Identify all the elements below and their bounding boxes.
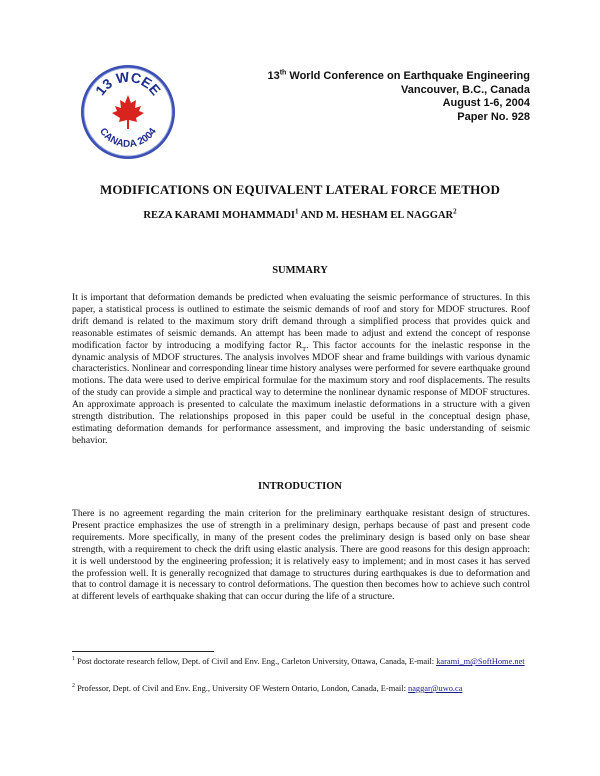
footnote-1-email-link[interactable]: karami_m@SoftHome.net	[436, 657, 525, 666]
introduction-paragraph: There is no agreement regarding the main criterion for the preliminary earthquake resistant design of structures. Present practice emphasizes the use of strength in a preliminary design, perhaps because of past and present code requirements. More specifically, in many of the present codes the preliminary design is based only on base shear strength, with a requirement to check the drift using elastic analysis. There are good reasons for this design approach: it is well understood by the engineering profession; it is relatively easy to implement; and in most cases it has served the profession well. It is generally recognized that damage to structures during earthquakes is due to deformation and that to control damage it is necessary to control deformations. The question then becomes how to achieve such control at different levels of earthquake shaking that can occur during the life of a structure.	[72, 508, 530, 603]
logo-top-text: 13 WCEE	[91, 68, 164, 99]
author-1-footnote-ref: 1	[295, 207, 299, 216]
footnote-2-number: 2	[72, 683, 75, 690]
conference-title: World Conference on Earthquake Engineering	[286, 70, 530, 82]
conference-info	[267, 70, 530, 124]
footnote-2-email-link[interactable]: naggar@uwo.ca	[408, 684, 463, 693]
conference-dates: August 1-6, 2004	[442, 97, 530, 109]
author-1: REZA KARAMI MOHAMMADI	[143, 210, 296, 221]
author-2: M. HESHAM EL NAGGAR	[325, 210, 454, 221]
summary-subscript: T	[302, 345, 307, 353]
footnote-2-text: Professor, Dept. of Civil and Env. Eng., University OF Western Ontario, London, Canada, E-mail:	[75, 684, 409, 693]
conference-ordinal-suffix: th	[279, 69, 287, 77]
footnote-2	[72, 683, 530, 694]
paper-authors	[0, 207, 600, 221]
conference-location: Vancouver, B.C., Canada	[401, 83, 530, 96]
conference-ordinal: 13	[267, 70, 280, 82]
footnote-1	[72, 656, 530, 667]
author-2-footnote-ref: 2	[453, 207, 457, 216]
introduction-heading: INTRODUCTION	[257, 481, 342, 492]
footnote-1-number: 1	[72, 656, 75, 663]
summary-heading: SUMMARY	[272, 265, 328, 276]
wcee-logo	[78, 62, 178, 162]
paper-number: Paper No. 928	[457, 110, 530, 123]
summary-paragraph	[72, 292, 530, 447]
summary-text-part2: . This factor accounts for the inelastic response in the dynamic analysis of MDOF structures. The analysis involves MDOF shear and frame buildings with various dynamic characteristics. Nonlinear and corresponding linear time history analyses were performed for severe earthquake ground motions. The data were used to derive empirical formulae for the maximum story and roof displacements. The results of the study can provide a simple and practical way to determine the nonlinear dynamic response of MDOF structures. An approximate approach is presented to calculate the maximum inelastic deformations in a structure with a given strength distribution. The relationships proposed in this paper could be useful in the conceptual design phase, estimating deformation demands for performance assessment, and improving the basic understanding of seismic behavior.	[72, 339, 530, 446]
summary-text-part1: It is important that deformation demands be predicted when evaluating the seismic performance of structures. In this paper, a statistical process is outlined to estimate the seismic demands of roof and story for MDOF structures. Roof drift demand is related to the maximum story drift demand through a simplified process that provides quick and reasonable estimates of seismic demands. An attempt has been made to adjust and extend the concept of response modification factor by introducing a modifying factor R	[72, 292, 530, 351]
conference-name	[267, 70, 530, 84]
logo-bottom-text: CANADA 2004	[97, 126, 159, 151]
footnote-divider	[72, 651, 214, 652]
author-conjunction: AND	[298, 210, 326, 221]
paper-title: MODIFICATIONS ON EQUIVALENT LATERAL FORCE METHOD	[99, 182, 501, 197]
footnote-1-text: Post doctorate research fellow, Dept. of Civil and Env. Eng., Carleton University, Ottawa, Canada, E-mail:	[75, 657, 437, 666]
